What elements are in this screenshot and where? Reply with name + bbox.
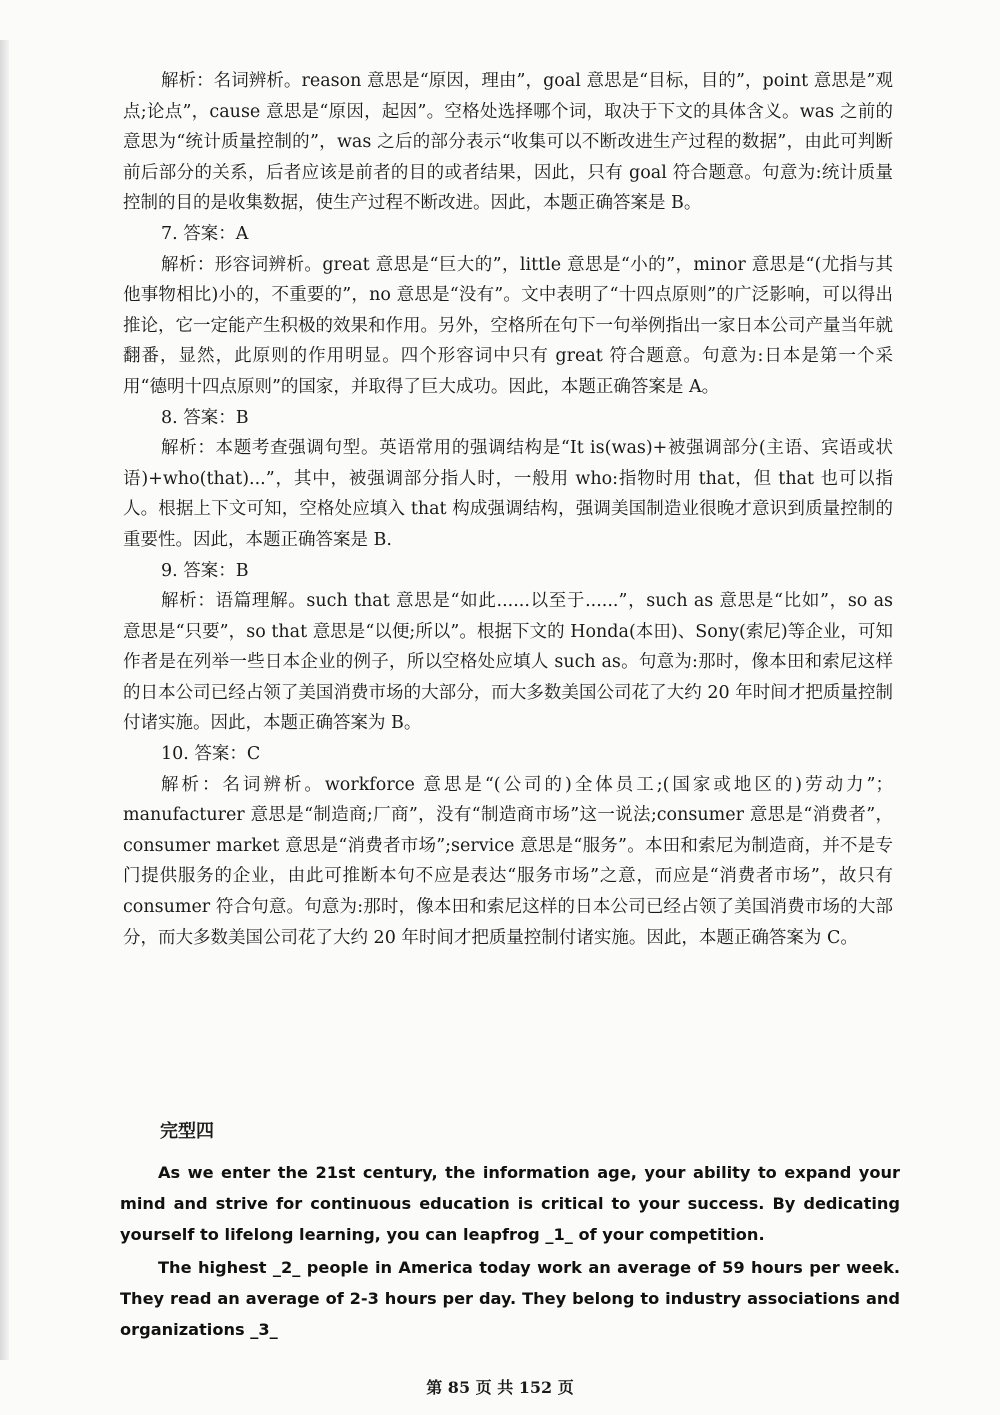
answer-10: 10. 答案：C [161, 744, 261, 765]
analysis-6-text: 解析：名词辨析。reason 意思是“原因，理由”，goal 意思是“目标，目的”，point 意思是”观点;论点”，cause 意思是“原因，起因”。空格处选择哪个词，取决于下文的具体含义。was 之前的意思为“统计质量控制的”，was 之后的部分表示“收集可以不断改进生产过程的数据”，由此可判断前后部分的关系，后者应该是前者的目的或者结果，因此，只有 goal 符合题意。句意为:统计质量控制的目的是收集数据，使生产过程不断改进。因此，本题正确答案是 B。 [123, 71, 893, 214]
analysis-9-text: 解析：语篇理解。such that 意思是“如此......以至于......”，such as 意思是“比如”，so as 意思是“只要”，so that 意思是“以便;所以”。根据下文的 Honda(本田)、Sony(索尼)等企业，可知作者是在列举一些日本企业的例子，所以空格处应填人 such as。句意为:那时，像本田和索尼这样的日本公司已经占领了美国消费市场的大部分，而大多数美国公司花了大约 20 年时间才把质量控制付诸实施。因此，本题正确答案为 B。 [123, 591, 893, 734]
cloze-passage [120, 1157, 900, 1345]
passage-paragraph-1: As we enter the 21st century, the information age, your ability to expand your mind and strive for continuous education is critical to your success. By dedicating yourself to lifelong learning, you can leapfrog _1_ of your competition. [120, 1163, 900, 1244]
scan-edge [0, 40, 9, 1360]
analysis-10-text: 解析：名词辨析。workforce 意思是“(公司的)全体员工;(国家或地区的)劳动力”；manufacturer 意思是“制造商;厂商”，没有“制造商市场”这一说法;consumer 意思是“消费者”，consumer market 意思是“消费者市场”;service 意思是“服务”。本田和索尼为制造商，并不是专门提供服务的企业，由此可推断本句不应是表达“服务市场”之意，而应是“消费者市场”，故只有 consumer 符合句意。句意为:那时，像本田和索尼这样的日本公司已经占领了美国消费市场的大部分，而大多数美国公司花了大约 20 年时间才把质量控制付诸实施。因此，本题正确答案为 C。 [123, 774, 893, 948]
answer-analysis-block [123, 66, 893, 953]
analysis-8-text: 解析：本题考查强调句型。英语常用的强调结构是“It is(was)+被强调部分(主语、宾语或状语)+who(that)...”，其中，被强调部分指人时，一般用 who:指物时用 that，但 that 也可以指人。根据上下文可知，空格处应填入 that 构成强调结构，强调美国制造业很晚才意识到质量控制的重要性。因此，本题正确答案是 B. [123, 438, 893, 550]
answer-8: 8. 答案：B [161, 407, 249, 428]
section-title: 完型四 [160, 1121, 214, 1142]
answer-7: 7. 答案：A [161, 223, 249, 244]
passage-paragraph-2: The highest _2_ people in America today work an average of 59 hours per week. They read an average of 2-3 hours per day. They belong to industry associations and organizations _3_ [120, 1258, 900, 1339]
page-number: 第 85 页 共 152 页 [426, 1378, 574, 1397]
answer-9: 9. 答案：B [161, 560, 249, 581]
analysis-7-text: 解析：形容词辨析。great 意思是“巨大的”，little 意思是“小的”，minor 意思是“(尤指与其他事物相比)小的，不重要的”，no 意思是“没有”。文中表明了“十四点原则”的广泛影响，可以得出推论，它一定能产生积极的效果和作用。另外，空格所在句下一句举例指出一家日本公司产量当年就翻番，显然，此原则的作用明显。四个形容词中只有 great 符合题意。句意为:日本是第一个采用“德明十四点原则”的国家，并取得了巨大成功。因此，本题正确答案是 A。 [123, 254, 893, 397]
